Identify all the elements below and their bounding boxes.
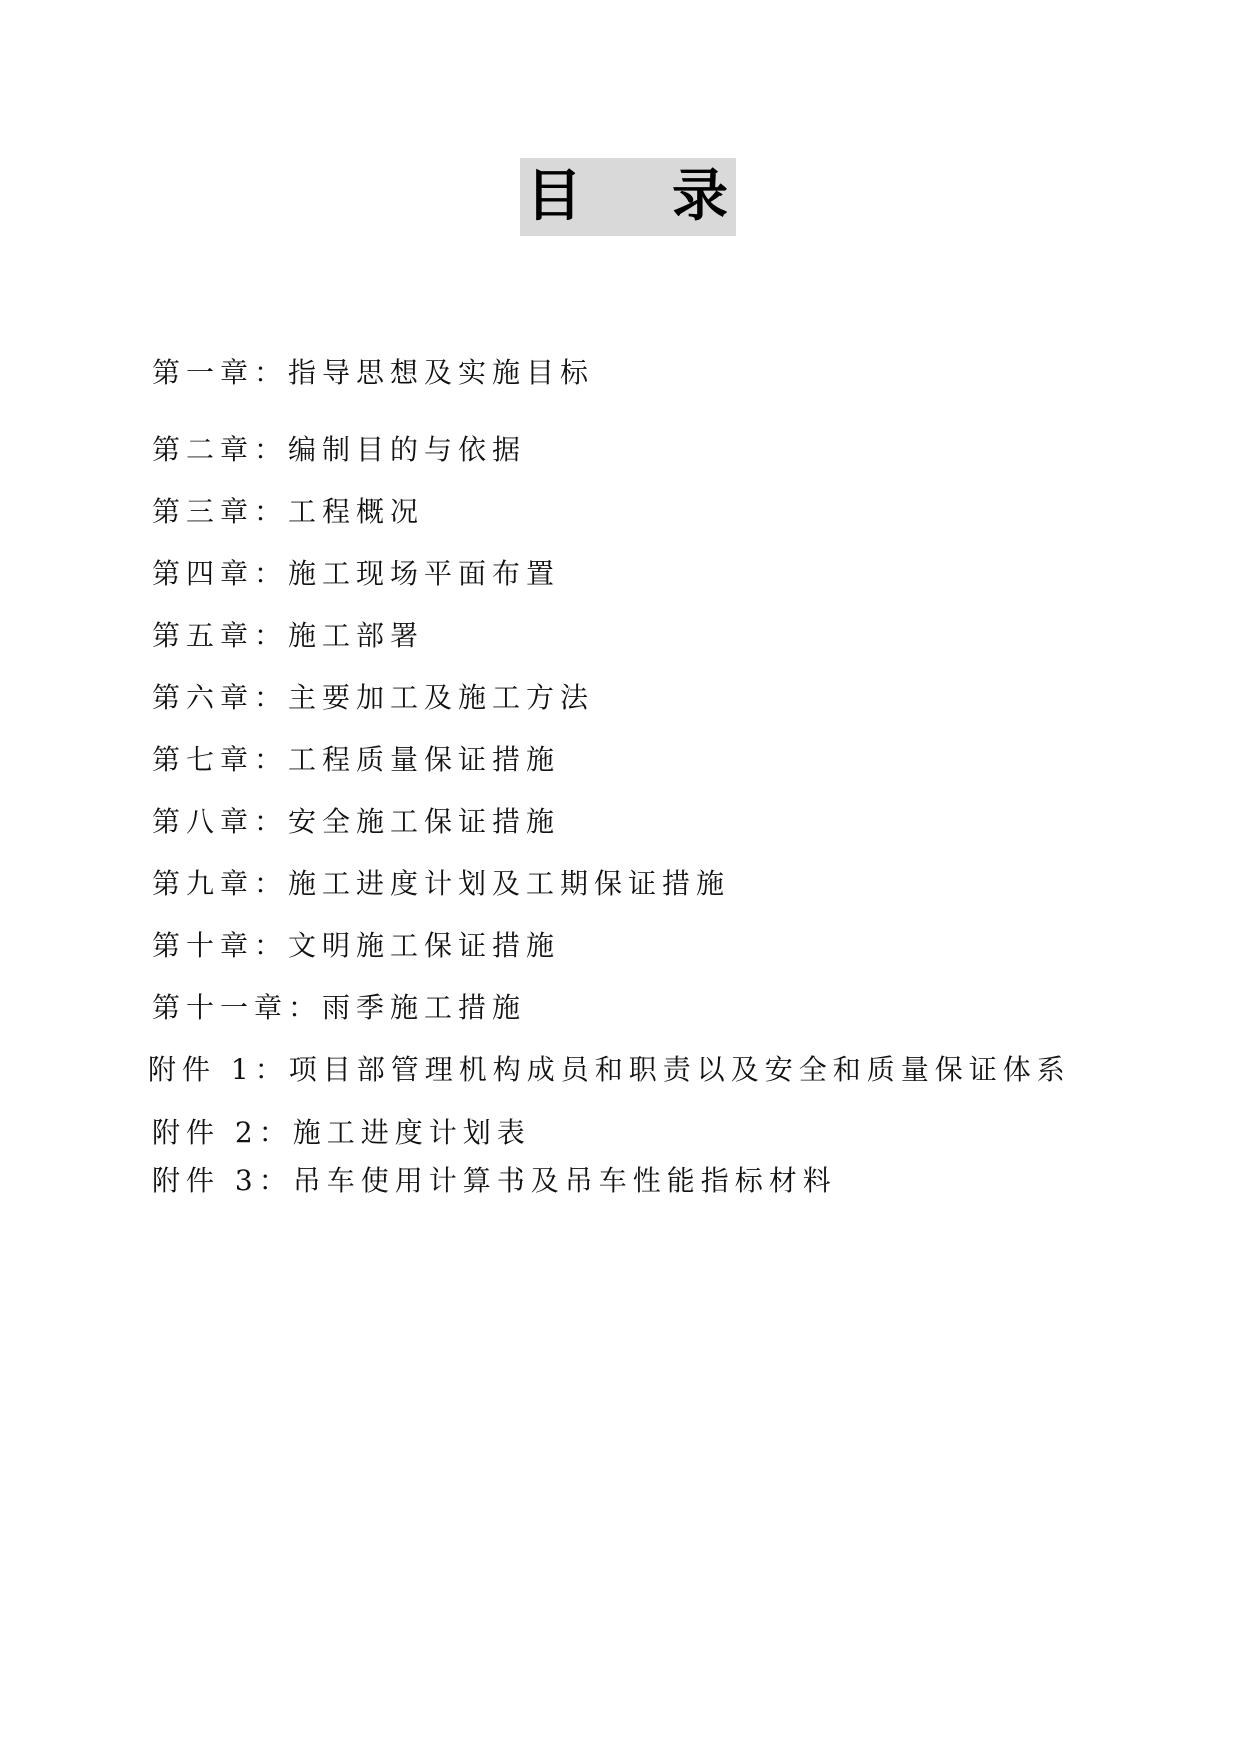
toc-entry-appendix-2[interactable]: 附件 2：施工进度计划表 [152,1116,531,1149]
toc-entry-appendix-3[interactable]: 附件 3：吊车使用计算书及吊车性能指标材料 [152,1164,837,1197]
toc-entry-chapter-4[interactable]: 第四章：施工现场平面布置 [152,557,561,590]
toc-entry-chapter-1[interactable]: 第一章：指导思想及实施目标 [152,356,595,389]
title-char-1: 目 [526,164,582,229]
toc-entry-chapter-5[interactable]: 第五章：施工部署 [152,619,425,652]
toc-entry-chapter-8[interactable]: 第八章：安全施工保证措施 [152,805,561,838]
toc-entry-chapter-11[interactable]: 第十一章：雨季施工措施 [152,991,527,1024]
toc-entry-chapter-2[interactable]: 第二章：编制目的与依据 [152,433,527,466]
toc-entry-chapter-7[interactable]: 第七章：工程质量保证措施 [152,743,561,776]
toc-entry-chapter-3[interactable]: 第三章：工程概况 [152,495,425,528]
toc-entry-chapter-6[interactable]: 第六章：主要加工及施工方法 [152,681,595,714]
toc-entry-chapter-10[interactable]: 第十章：文明施工保证措施 [152,929,561,962]
toc-entry-appendix-1[interactable]: 附件 1：项目部管理机构成员和职责以及安全和质量保证体系 [148,1053,1071,1086]
toc-entry-chapter-9[interactable]: 第九章：施工进度计划及工期保证措施 [152,867,731,900]
title-char-2: 录 [672,164,728,229]
